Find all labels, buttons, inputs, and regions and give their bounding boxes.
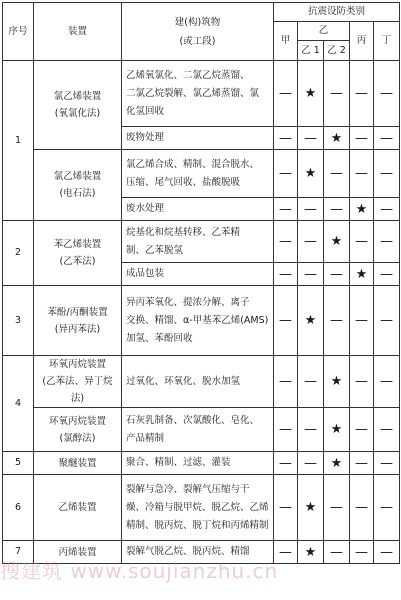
dash-mark-yi1: — <box>298 263 324 286</box>
header-yi: 乙 <box>298 22 350 41</box>
star-mark-yi1: ★ <box>298 61 324 127</box>
header-structure <box>122 3 274 61</box>
dash-mark-yi1: — <box>298 408 324 452</box>
star-mark-yi2: ★ <box>324 452 350 475</box>
structure-line: 烷基化和烷基转移、乙苯精 <box>126 226 241 238</box>
structure-line: 压缩、尾气回收、盐酸脱吸 <box>126 176 241 188</box>
device-cell <box>34 452 122 475</box>
dash-mark-yi2: — <box>324 541 350 564</box>
device-cell <box>34 286 122 356</box>
dash-mark-yi1: — <box>298 452 324 475</box>
structure-line: 裂解与急冷、裂解气压缩与干 <box>126 483 250 495</box>
structure-cell <box>122 198 274 221</box>
dash-mark-bing: — <box>350 452 374 475</box>
structure-line: 裂解气脱乙烷、脱丙烷、精馏 <box>126 546 250 557</box>
structure-line: 化氢回收 <box>126 105 165 117</box>
dash-mark-yi1: — <box>298 356 324 408</box>
dash-mark-ding: — <box>374 356 400 408</box>
device-cell <box>34 150 122 221</box>
device-name-line: (氯醇法) <box>59 432 96 444</box>
header-ding: 丁 <box>374 22 400 61</box>
structure-line: 成品包装 <box>126 268 165 279</box>
seq-cell: 5 <box>3 452 34 475</box>
star-mark-yi2: ★ <box>324 356 350 408</box>
structure-line: 乙烯氧氯化、二氯乙烷蒸馏、 <box>126 69 250 81</box>
dash-mark-ding: — <box>374 286 400 356</box>
star-mark-yi2: ★ <box>324 221 350 263</box>
star-mark-yi1: ★ <box>298 286 324 356</box>
dash-mark-ding: — <box>374 408 400 452</box>
dash-mark-ding: — <box>374 452 400 475</box>
star-mark-bing: ★ <box>350 263 374 286</box>
device-name-line: 苯乙烯装置 <box>53 239 102 250</box>
structure-cell <box>122 475 274 541</box>
dash-mark-bing: — <box>350 541 374 564</box>
header-device: 装置 <box>34 3 122 61</box>
device-cell <box>34 356 122 408</box>
device-name-line: 苯酚/丙酮装置 <box>47 306 108 318</box>
watermark-text: 搜建筑 www.soujianzhu.cn <box>0 559 279 583</box>
device-name-line: (电石法) <box>59 188 96 199</box>
structure-line: 加氢、苯酚回收 <box>126 332 193 344</box>
seismic-category-table <box>2 2 400 564</box>
dash-mark-yi2: — <box>324 61 350 127</box>
dash-mark-yi2: — <box>324 263 350 286</box>
structure-line: 异丙苯氧化、提浓分解、离子 <box>126 296 250 308</box>
dash-mark-jia: — <box>274 356 298 408</box>
dash-mark-bing: — <box>350 150 374 198</box>
structure-cell <box>122 452 274 475</box>
dash-mark-bing: — <box>350 61 374 127</box>
structure-cell <box>122 286 274 356</box>
structure-line: 二氯乙烷裂解、氯乙烯蒸馏、氯 <box>126 87 260 99</box>
device-cell <box>34 221 122 286</box>
structure-cell <box>122 356 274 408</box>
dash-mark-jia: — <box>274 408 298 452</box>
header-category: 抗震设防类别 <box>274 3 400 22</box>
dash-mark-bing: — <box>350 127 374 150</box>
star-mark-bing: ★ <box>350 198 374 221</box>
device-name-line: 环氧丙烷装置 <box>48 359 106 370</box>
dash-mark-yi1: — <box>298 198 324 221</box>
dash-mark-jia: — <box>274 452 298 475</box>
device-cell <box>34 541 122 564</box>
device-name-line: 氯乙烯装置 <box>53 91 102 102</box>
structure-cell <box>122 127 274 150</box>
dash-mark-jia: — <box>274 286 298 356</box>
structure-line: 聚合、精制、过滤、灌装 <box>126 457 231 468</box>
dash-mark-jia: — <box>274 198 298 221</box>
structure-cell <box>122 408 274 452</box>
dash-mark-yi2: — <box>324 286 350 356</box>
structure-line: 交换、精馏、α-甲基苯乙烯(AMS) <box>126 314 269 326</box>
device-cell <box>34 475 122 541</box>
table-body <box>3 61 400 564</box>
dash-mark-ding: — <box>374 198 400 221</box>
structure-cell <box>122 221 274 263</box>
dash-mark-bing: — <box>350 475 374 541</box>
dash-mark-ding: — <box>374 127 400 150</box>
structure-line: 燥、冷箱与脱甲烷、脱乙烷、乙烯 <box>126 501 269 513</box>
dash-mark-yi2: — <box>324 198 350 221</box>
structure-line: 石灰乳制备、次氯酸化、皂化、 <box>126 414 260 426</box>
header-structure-line2: (或工段) <box>179 35 216 47</box>
dash-mark-bing: — <box>350 286 374 356</box>
header-seq: 序号 <box>3 3 34 61</box>
structure-cell <box>122 541 274 564</box>
dash-mark-yi1: — <box>298 221 324 263</box>
device-name-line: 聚醚装置 <box>58 457 97 469</box>
device-name-line: (异丙苯法) <box>54 323 101 335</box>
dash-mark-ding: — <box>374 61 400 127</box>
device-name-line: 丙烯装置 <box>58 546 97 558</box>
structure-line: 废物处理 <box>126 132 165 143</box>
structure-line: 过氧化、环氧化、脱水加氢 <box>126 375 241 387</box>
structure-cell <box>122 150 274 198</box>
dash-mark-jia: — <box>274 541 298 564</box>
dash-mark-jia: — <box>274 127 298 150</box>
dash-mark-ding: — <box>374 263 400 286</box>
structure-line: 制、乙苯脱氢 <box>126 244 184 256</box>
table-row <box>3 356 400 408</box>
table-row <box>3 221 400 263</box>
device-name-line: 环氧丙烷装置 <box>48 415 106 427</box>
dash-mark-bing: — <box>350 221 374 263</box>
header-yi2: 乙 2 <box>324 41 350 61</box>
seq-cell: 1 <box>3 61 34 221</box>
seq-cell: 3 <box>3 286 34 356</box>
device-cell <box>34 61 122 150</box>
structure-cell <box>122 263 274 286</box>
header-yi1: 乙 1 <box>298 41 324 61</box>
seq-cell: 7 <box>3 541 34 564</box>
star-mark-yi2: ★ <box>324 127 350 150</box>
header-structure-line1: 建(构)筑物 <box>174 16 221 28</box>
dash-mark-yi2: — <box>324 150 350 198</box>
dash-mark-yi2: — <box>324 475 350 541</box>
table-row <box>3 408 400 452</box>
table-row <box>3 150 400 198</box>
device-cell <box>34 408 122 452</box>
table-row <box>3 475 400 541</box>
table-row <box>3 61 400 127</box>
table-header <box>3 3 400 61</box>
device-name-line: 氯乙烯装置 <box>53 171 102 182</box>
table-row <box>3 541 400 564</box>
seq-cell: 4 <box>3 356 34 452</box>
structure-line: 精制、脱丙烷、脱丁烷和丙烯精制 <box>126 519 269 531</box>
structure-line: 产品精制 <box>126 432 165 444</box>
dash-mark-ding: — <box>374 221 400 263</box>
dash-mark-bing: — <box>350 408 374 452</box>
dash-mark-jia: — <box>274 221 298 263</box>
dash-mark-ding: — <box>374 541 400 564</box>
header-jia: 甲 <box>274 22 298 61</box>
device-name-line: 乙烯装置 <box>58 502 97 513</box>
device-name-line: (乙苯法、异丁烷法) <box>42 376 113 404</box>
star-mark-yi1: ★ <box>298 475 324 541</box>
dash-mark-yi1: — <box>298 127 324 150</box>
device-name-line: (氧氯化法) <box>54 108 101 119</box>
star-mark-yi1: ★ <box>298 541 324 564</box>
dash-mark-bing: — <box>350 356 374 408</box>
structure-line: 氯乙烯合成、精制、混合脱水、 <box>126 158 260 170</box>
seq-cell: 6 <box>3 475 34 541</box>
dash-mark-jia: — <box>274 475 298 541</box>
dash-mark-jia: — <box>274 150 298 198</box>
table-row <box>3 452 400 475</box>
dash-mark-jia: — <box>274 61 298 127</box>
structure-cell <box>122 61 274 127</box>
dash-mark-jia: — <box>274 263 298 286</box>
structure-line: 废水处理 <box>126 203 165 214</box>
star-mark-yi1: ★ <box>298 150 324 198</box>
table-row <box>3 286 400 356</box>
dash-mark-ding: — <box>374 150 400 198</box>
header-bing: 丙 <box>350 22 374 61</box>
seq-cell: 2 <box>3 221 34 286</box>
device-name-line: (乙苯法) <box>59 256 96 267</box>
dash-mark-ding: — <box>374 475 400 541</box>
star-mark-yi2: ★ <box>324 408 350 452</box>
